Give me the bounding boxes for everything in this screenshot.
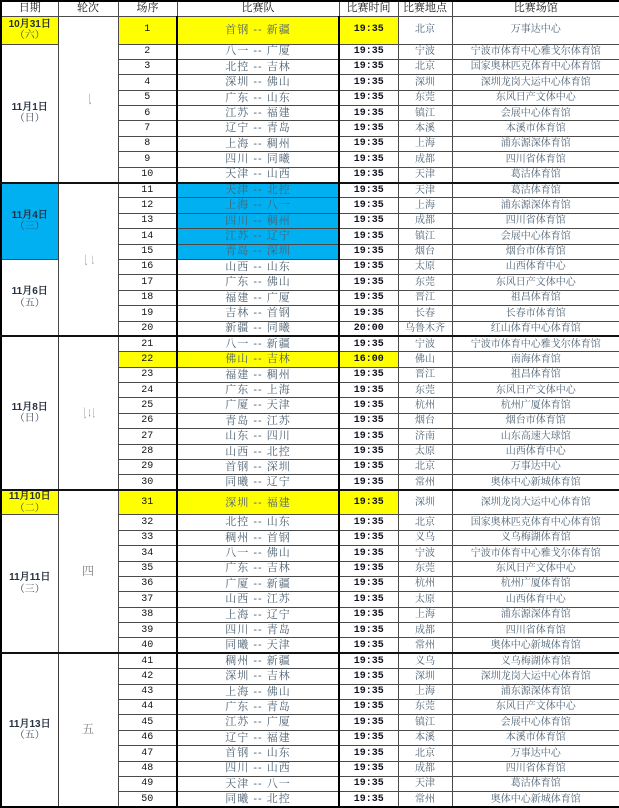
match-no-cell: 28	[118, 444, 177, 459]
city-cell: 上海	[398, 607, 452, 622]
time-cell: 19:35	[339, 746, 398, 761]
table-row	[1, 16, 619, 44]
match-no-cell: 50	[118, 792, 177, 807]
teams-cell: 福建 -- 广厦	[177, 290, 339, 305]
city-cell: 北京	[398, 460, 452, 475]
match-no-cell: 47	[118, 746, 177, 761]
city-cell: 烟台	[398, 413, 452, 428]
venue-cell: 葛沽体育馆	[452, 183, 619, 198]
time-cell: 19:35	[339, 561, 398, 576]
city-cell: 常州	[398, 475, 452, 490]
time-cell: 19:35	[339, 16, 398, 44]
venue-cell: 义乌梅湖体育馆	[452, 530, 619, 545]
header-city: 比赛地点	[398, 1, 452, 16]
time-cell: 19:35	[339, 44, 398, 59]
time-cell: 19:35	[339, 700, 398, 715]
time-cell: 19:35	[339, 653, 398, 668]
date-cell	[1, 490, 58, 515]
time-cell: 19:35	[339, 259, 398, 274]
teams-cell: 上海 -- 辽宁	[177, 607, 339, 622]
match-no-cell: 42	[118, 669, 177, 684]
match-no-cell: 44	[118, 700, 177, 715]
venue-cell: 会展中心体育馆	[452, 106, 619, 121]
round-cell	[58, 183, 118, 337]
city-cell: 佛山	[398, 352, 452, 367]
time-cell: 19:35	[339, 183, 398, 198]
teams-cell: 福建 -- 稠州	[177, 367, 339, 382]
teams-cell: 上海 -- 稠州	[177, 136, 339, 151]
header-row	[1, 1, 619, 16]
match-no-cell: 8	[118, 136, 177, 151]
city-cell: 烟台	[398, 244, 452, 259]
venue-cell: 浦东源深体育馆	[452, 198, 619, 213]
venue-cell: 四川省体育馆	[452, 761, 619, 776]
match-no-cell: 41	[118, 653, 177, 668]
venue-cell: 浦东源深体育馆	[452, 607, 619, 622]
venue-cell: 奥体中心新城体育馆	[452, 638, 619, 653]
city-cell: 长春	[398, 306, 452, 321]
date-text: 10月31日	[8, 18, 51, 30]
table-row	[1, 490, 619, 515]
date-text: 11月8日	[11, 401, 48, 413]
teams-cell: 天津 -- 八一	[177, 776, 339, 791]
venue-cell: 会展中心体育馆	[452, 229, 619, 244]
city-cell: 东莞	[398, 383, 452, 398]
time-cell: 19:35	[339, 275, 398, 290]
match-no-cell: 36	[118, 576, 177, 591]
venue-cell: 葛沽体育馆	[452, 167, 619, 182]
teams-cell: 首钢 -- 山东	[177, 746, 339, 761]
match-no-cell: 12	[118, 198, 177, 213]
teams-cell: 江苏 -- 福建	[177, 106, 339, 121]
venue-cell: 宁波市体育中心雅戈尔体育馆	[452, 44, 619, 59]
city-cell: 晋江	[398, 367, 452, 382]
match-no-cell: 6	[118, 106, 177, 121]
date-text: 11月1日	[11, 101, 48, 113]
venue-cell: 红山体育中心体育馆	[452, 321, 619, 336]
match-no-cell: 16	[118, 259, 177, 274]
match-no-cell: 29	[118, 460, 177, 475]
match-no-cell: 21	[118, 336, 177, 351]
venue-cell: 本溪市体育馆	[452, 730, 619, 745]
weekday-text: （三）	[14, 221, 45, 233]
city-cell: 天津	[398, 776, 452, 791]
city-cell: 深圳	[398, 669, 452, 684]
header-match-no: 场序	[118, 1, 177, 16]
teams-cell: 天津 -- 北控	[177, 183, 339, 198]
city-cell: 杭州	[398, 576, 452, 591]
teams-cell: 八一 -- 佛山	[177, 546, 339, 561]
time-cell: 19:35	[339, 398, 398, 413]
venue-cell: 深圳龙岗大运中心体育馆	[452, 490, 619, 515]
city-cell: 镇江	[398, 229, 452, 244]
time-cell: 19:35	[339, 244, 398, 259]
date-cell	[1, 336, 58, 490]
teams-cell: 八一 -- 新疆	[177, 336, 339, 351]
time-cell: 19:35	[339, 290, 398, 305]
teams-cell: 广东 -- 佛山	[177, 275, 339, 290]
venue-cell: 山西体育中心	[452, 592, 619, 607]
teams-cell: 江苏 -- 辽宁	[177, 229, 339, 244]
time-cell: 19:35	[339, 607, 398, 622]
match-no-cell: 48	[118, 761, 177, 776]
venue-cell: 义乌梅湖体育馆	[452, 653, 619, 668]
header-date: 日期	[1, 1, 58, 16]
teams-cell: 四川 -- 稠州	[177, 213, 339, 228]
match-no-cell: 27	[118, 429, 177, 444]
city-cell: 深圳	[398, 490, 452, 515]
venue-cell: 南海体育馆	[452, 352, 619, 367]
match-no-cell: 26	[118, 413, 177, 428]
city-cell: 义乌	[398, 653, 452, 668]
teams-cell: 山西 -- 山东	[177, 259, 339, 274]
venue-cell: 烟台市体育馆	[452, 244, 619, 259]
teams-cell: 深圳 -- 吉林	[177, 669, 339, 684]
time-cell: 19:35	[339, 515, 398, 530]
time-cell: 19:35	[339, 413, 398, 428]
teams-cell: 四川 -- 山西	[177, 761, 339, 776]
match-no-cell: 10	[118, 167, 177, 182]
teams-cell: 山西 -- 江苏	[177, 592, 339, 607]
match-no-cell: 43	[118, 684, 177, 699]
city-cell: 济南	[398, 429, 452, 444]
time-cell: 19:35	[339, 475, 398, 490]
time-cell: 19:35	[339, 367, 398, 382]
weekday-text: （二）	[14, 502, 45, 514]
round-label: 五	[81, 722, 94, 737]
teams-cell: 广东 -- 山东	[177, 90, 339, 105]
match-no-cell: 33	[118, 530, 177, 545]
match-no-cell: 37	[118, 592, 177, 607]
time-cell: 19:35	[339, 136, 398, 151]
date-cell	[1, 16, 58, 44]
match-no-cell: 34	[118, 546, 177, 561]
match-no-cell: 1	[118, 16, 177, 44]
city-cell: 深圳	[398, 75, 452, 90]
time-cell: 19:35	[339, 592, 398, 607]
match-no-cell: 7	[118, 121, 177, 136]
teams-cell: 广厦 -- 新疆	[177, 576, 339, 591]
round-cell	[58, 16, 118, 183]
city-cell: 镇江	[398, 106, 452, 121]
time-cell: 19:35	[339, 684, 398, 699]
teams-cell: 广东 -- 青岛	[177, 700, 339, 715]
teams-cell: 北控 -- 山东	[177, 515, 339, 530]
city-cell: 上海	[398, 136, 452, 151]
venue-cell: 山东高速大球馆	[452, 429, 619, 444]
match-no-cell: 31	[118, 490, 177, 515]
match-no-cell: 22	[118, 352, 177, 367]
venue-cell: 烟台市体育馆	[452, 413, 619, 428]
venue-cell: 深圳龙岗大运中心体育馆	[452, 669, 619, 684]
date-text: 11月11日	[9, 572, 51, 584]
match-no-cell: 3	[118, 59, 177, 74]
venue-cell: 长春市体育馆	[452, 306, 619, 321]
match-no-cell: 24	[118, 383, 177, 398]
header-venue: 比赛场馆	[452, 1, 619, 16]
venue-cell: 东风日产文体中心	[452, 561, 619, 576]
city-cell: 本溪	[398, 121, 452, 136]
match-no-cell: 39	[118, 623, 177, 638]
city-cell: 成都	[398, 152, 452, 167]
venue-cell: 浦东源深体育馆	[452, 684, 619, 699]
teams-cell: 辽宁 -- 青岛	[177, 121, 339, 136]
match-no-cell: 32	[118, 515, 177, 530]
time-cell: 20:00	[339, 321, 398, 336]
venue-cell: 祖昌体育馆	[452, 367, 619, 382]
time-cell: 19:35	[339, 576, 398, 591]
table-row	[1, 336, 619, 351]
teams-cell: 四川 -- 同曦	[177, 152, 339, 167]
time-cell: 19:35	[339, 730, 398, 745]
venue-cell: 东风日产文体中心	[452, 275, 619, 290]
match-no-cell: 35	[118, 561, 177, 576]
city-cell: 北京	[398, 16, 452, 44]
venue-cell: 东风日产文体中心	[452, 383, 619, 398]
match-no-cell: 45	[118, 715, 177, 730]
venue-cell: 山西体育中心	[452, 259, 619, 274]
time-cell: 19:35	[339, 530, 398, 545]
teams-cell: 广厦 -- 天津	[177, 398, 339, 413]
venue-cell: 万事达中心	[452, 460, 619, 475]
city-cell: 东莞	[398, 90, 452, 105]
city-cell: 上海	[398, 684, 452, 699]
teams-cell: 首钢 -- 新疆	[177, 16, 339, 44]
teams-cell: 山东 -- 四川	[177, 429, 339, 444]
teams-cell: 首钢 -- 深圳	[177, 460, 339, 475]
time-cell: 19:35	[339, 761, 398, 776]
teams-cell: 稠州 -- 新疆	[177, 653, 339, 668]
match-no-cell: 49	[118, 776, 177, 791]
header-time: 比赛时间	[339, 1, 398, 16]
table-header	[1, 1, 619, 16]
match-no-cell: 15	[118, 244, 177, 259]
time-cell: 19:35	[339, 213, 398, 228]
time-cell: 19:35	[339, 638, 398, 653]
match-no-cell: 25	[118, 398, 177, 413]
city-cell: 宁波	[398, 44, 452, 59]
match-no-cell: 20	[118, 321, 177, 336]
date-text: 11月13日	[8, 718, 51, 730]
venue-cell: 四川省体育馆	[452, 623, 619, 638]
city-cell: 东莞	[398, 561, 452, 576]
schedule-table-body	[1, 16, 619, 807]
venue-cell: 万事达中心	[452, 746, 619, 761]
match-no-cell: 38	[118, 607, 177, 622]
city-cell: 乌鲁木齐	[398, 321, 452, 336]
venue-cell: 奥体中心新城体育馆	[452, 792, 619, 807]
time-cell: 19:35	[339, 623, 398, 638]
time-cell: 16:00	[339, 352, 398, 367]
city-cell: 杭州	[398, 398, 452, 413]
venue-cell: 本溪市体育馆	[452, 121, 619, 136]
match-no-cell: 46	[118, 730, 177, 745]
time-cell: 19:35	[339, 229, 398, 244]
round-cell	[58, 336, 118, 490]
teams-cell: 吉林 -- 首钢	[177, 306, 339, 321]
venue-cell: 葛沽体育馆	[452, 776, 619, 791]
match-no-cell: 19	[118, 306, 177, 321]
round-label: 三	[81, 407, 96, 420]
date-cell	[1, 183, 58, 260]
time-cell: 19:35	[339, 336, 398, 351]
match-no-cell: 23	[118, 367, 177, 382]
city-cell: 成都	[398, 213, 452, 228]
city-cell: 上海	[398, 198, 452, 213]
time-cell: 19:35	[339, 59, 398, 74]
date-cell	[1, 515, 58, 654]
round-label: 一	[81, 93, 96, 106]
time-cell: 19:35	[339, 444, 398, 459]
teams-cell: 山西 -- 北控	[177, 444, 339, 459]
match-no-cell: 14	[118, 229, 177, 244]
city-cell: 宁波	[398, 336, 452, 351]
date-cell	[1, 259, 58, 336]
time-cell: 19:35	[339, 198, 398, 213]
teams-cell: 深圳 -- 佛山	[177, 75, 339, 90]
city-cell: 北京	[398, 59, 452, 74]
header-round: 轮次	[58, 1, 118, 16]
date-text: 11月4日	[11, 209, 48, 221]
round-label: 四	[81, 563, 94, 578]
venue-cell: 深圳龙岗大运中心体育馆	[452, 75, 619, 90]
city-cell: 宁波	[398, 546, 452, 561]
teams-cell: 江苏 -- 广厦	[177, 715, 339, 730]
teams-cell: 上海 -- 佛山	[177, 684, 339, 699]
weekday-text: （日）	[14, 113, 45, 124]
venue-cell: 国家奥林匹克体育中心体育馆	[452, 59, 619, 74]
venue-cell: 四川省体育馆	[452, 152, 619, 167]
teams-cell: 八一 -- 广厦	[177, 44, 339, 59]
match-no-cell: 2	[118, 44, 177, 59]
teams-cell: 广东 -- 吉林	[177, 561, 339, 576]
time-cell: 19:35	[339, 383, 398, 398]
teams-cell: 青岛 -- 深圳	[177, 244, 339, 259]
venue-cell: 宁波市体育中心雅戈尔体育馆	[452, 546, 619, 561]
time-cell: 19:35	[339, 106, 398, 121]
time-cell: 19:35	[339, 75, 398, 90]
city-cell: 义乌	[398, 530, 452, 545]
teams-cell: 稠州 -- 首钢	[177, 530, 339, 545]
venue-cell: 奥体中心新城体育馆	[452, 475, 619, 490]
city-cell: 太原	[398, 592, 452, 607]
teams-cell: 新疆 -- 同曦	[177, 321, 339, 336]
time-cell: 19:35	[339, 90, 398, 105]
venue-cell: 国家奥林匹克体育中心体育馆	[452, 515, 619, 530]
date-cell	[1, 44, 58, 183]
venue-cell: 宁波市体育中心雅戈尔体育馆	[452, 336, 619, 351]
match-no-cell: 4	[118, 75, 177, 90]
teams-cell: 佛山 -- 吉林	[177, 352, 339, 367]
match-no-cell: 17	[118, 275, 177, 290]
match-no-cell: 40	[118, 638, 177, 653]
venue-cell: 杭州广厦体育馆	[452, 576, 619, 591]
city-cell: 北京	[398, 746, 452, 761]
city-cell: 太原	[398, 259, 452, 274]
time-cell: 19:35	[339, 429, 398, 444]
round-label: 二	[81, 253, 96, 266]
city-cell: 天津	[398, 167, 452, 182]
time-cell: 19:35	[339, 121, 398, 136]
venue-cell: 祖昌体育馆	[452, 290, 619, 305]
weekday-text: （日）	[14, 413, 45, 425]
city-cell: 天津	[398, 183, 452, 198]
teams-cell: 深圳 -- 福建	[177, 490, 339, 515]
match-no-cell: 11	[118, 183, 177, 198]
match-no-cell: 18	[118, 290, 177, 305]
city-cell: 东莞	[398, 700, 452, 715]
time-cell: 19:35	[339, 669, 398, 684]
time-cell: 19:35	[339, 306, 398, 321]
teams-cell: 同曦 -- 辽宁	[177, 475, 339, 490]
city-cell: 东莞	[398, 275, 452, 290]
header-teams: 比赛队	[177, 1, 339, 16]
venue-cell: 山西体育中心	[452, 444, 619, 459]
teams-cell: 青岛 -- 江苏	[177, 413, 339, 428]
round-cell	[58, 490, 118, 653]
venue-cell: 万事达中心	[452, 16, 619, 44]
teams-cell: 广东 -- 上海	[177, 383, 339, 398]
city-cell: 常州	[398, 638, 452, 653]
time-cell: 19:35	[339, 152, 398, 167]
city-cell: 北京	[398, 515, 452, 530]
city-cell: 成都	[398, 623, 452, 638]
teams-cell: 上海 -- 八一	[177, 198, 339, 213]
time-cell: 19:35	[339, 776, 398, 791]
weekday-text: （五）	[14, 730, 45, 742]
match-no-cell: 9	[118, 152, 177, 167]
weekday-text: （六）	[14, 30, 45, 41]
venue-cell: 东风日产文体中心	[452, 700, 619, 715]
teams-cell: 辽宁 -- 福建	[177, 730, 339, 745]
city-cell: 晋江	[398, 290, 452, 305]
match-no-cell: 5	[118, 90, 177, 105]
teams-cell: 同曦 -- 天津	[177, 638, 339, 653]
teams-cell: 北控 -- 吉林	[177, 59, 339, 74]
table-row	[1, 653, 619, 668]
time-cell: 19:35	[339, 715, 398, 730]
date-text: 11月6日	[11, 286, 48, 298]
venue-cell: 东风日产文体中心	[452, 90, 619, 105]
city-cell: 太原	[398, 444, 452, 459]
weekday-text: （三）	[14, 583, 45, 595]
match-no-cell: 13	[118, 213, 177, 228]
venue-cell: 四川省体育馆	[452, 213, 619, 228]
time-cell: 19:35	[339, 460, 398, 475]
city-cell: 镇江	[398, 715, 452, 730]
teams-cell: 四川 -- 青岛	[177, 623, 339, 638]
round-cell	[58, 653, 118, 807]
teams-cell: 天津 -- 山西	[177, 167, 339, 182]
match-no-cell: 30	[118, 475, 177, 490]
time-cell: 19:35	[339, 546, 398, 561]
table-row	[1, 183, 619, 198]
teams-cell: 同曦 -- 北控	[177, 792, 339, 807]
date-text: 11月10日	[8, 491, 51, 503]
time-cell: 19:35	[339, 792, 398, 807]
city-cell: 常州	[398, 792, 452, 807]
time-cell: 19:35	[339, 490, 398, 515]
date-cell	[1, 653, 58, 807]
venue-cell: 杭州广厦体育馆	[452, 398, 619, 413]
city-cell: 本溪	[398, 730, 452, 745]
city-cell: 成都	[398, 761, 452, 776]
time-cell: 19:35	[339, 167, 398, 182]
venue-cell: 会展中心体育馆	[452, 715, 619, 730]
weekday-text: （五）	[14, 297, 45, 309]
venue-cell: 浦东源深体育馆	[452, 136, 619, 151]
